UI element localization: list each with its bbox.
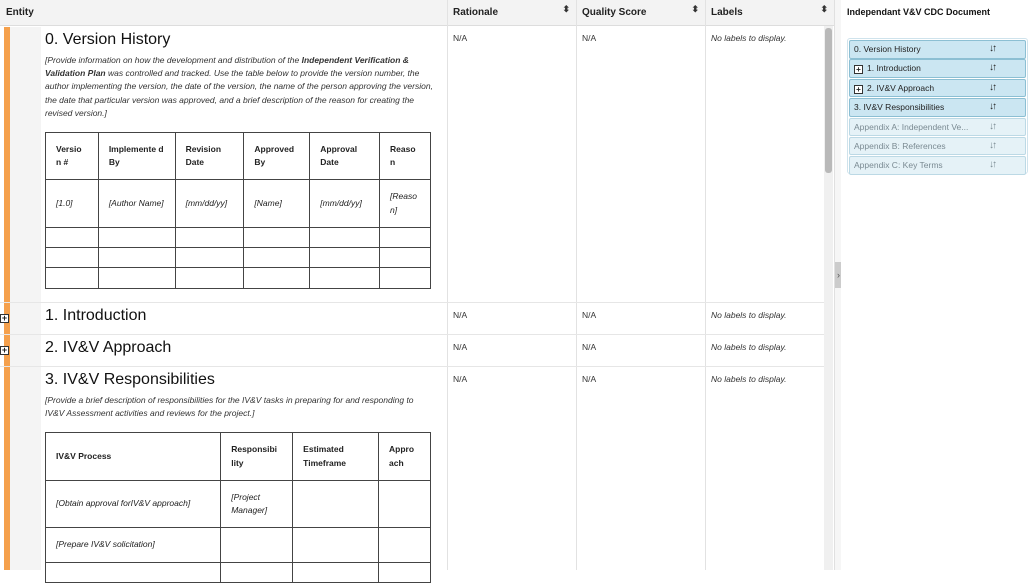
column-header-rationale[interactable] [447, 0, 576, 26]
outline-item-label: Appendix A: Independent Ve... [854, 121, 969, 132]
outline-item[interactable] [849, 40, 1026, 59]
column-header-entity[interactable] [0, 0, 447, 26]
version-table [45, 132, 431, 289]
table-cell [221, 528, 293, 563]
desc-part: was controlled and tracked. Use the table below to provide the version number, the author implementing the version, the date of the version, the name of the person approving the version, the date that particular version was approved, and a brief description of the reason for creating the revised version.] [45, 68, 433, 118]
sort-icon[interactable]: ⬍ [562, 4, 570, 14]
outline-item[interactable] [849, 59, 1026, 78]
table-row [46, 481, 431, 528]
labels-value: No labels to display. [711, 374, 787, 384]
reorder-icon[interactable]: ↓↑ [989, 43, 995, 54]
outline-item-label: Appendix C: Key Terms [854, 160, 943, 171]
outline-item-label: 0. Version History [854, 44, 921, 54]
table-header-cell: Implemente d By [98, 133, 175, 180]
expand-icon[interactable]: + [1, 313, 8, 323]
expand-icon[interactable]: + [854, 65, 863, 74]
entity-row-version-history[interactable] [0, 27, 824, 303]
column-header-rationale-label: Rationale [453, 7, 499, 18]
row-description: [Provide a brief description of responsibilities for the IV&V tasks in preparing for and responding to IV&V Assessment activities and reviews for the project.] [45, 395, 414, 419]
table-cell: [Prepare IV&V solicitation] [46, 528, 221, 563]
table-header-cell: Responsibi lity [221, 433, 293, 481]
quality-score-value: N/A [582, 342, 597, 352]
table-row [46, 563, 431, 583]
table-cell: [Obtain approval forIV&V approach] [46, 481, 221, 528]
outline-item-label: 3. IV&V Responsibilities [854, 102, 945, 113]
collapse-panel-icon[interactable]: › [835, 262, 842, 288]
entity-row-introduction[interactable] [0, 303, 824, 335]
labels-value: No labels to display. [711, 310, 787, 320]
table-row [46, 228, 431, 248]
column-header-labels[interactable] [705, 0, 834, 26]
outline-item-label: 1. Introduction [867, 63, 921, 74]
table-header-cell: IV&V Process [46, 433, 221, 481]
table-header-cell: Approval Date [310, 133, 380, 180]
desc-part-bold: Independent Verification & Validation Plan [45, 55, 409, 79]
sort-icon[interactable]: ⬍ [820, 4, 828, 14]
reorder-icon[interactable]: ↓↑ [989, 81, 995, 93]
sort-icon[interactable]: ⬍ [691, 4, 699, 14]
table-cell: [Name] [244, 180, 310, 228]
table-row [46, 268, 431, 289]
table-row [46, 180, 431, 228]
outline-title: Independant V&V CDC Document [847, 7, 991, 17]
table-cell: [1.0] [46, 180, 99, 228]
outline-item[interactable] [849, 98, 1026, 117]
outline-item-label: 2. IV&V Approach [867, 82, 935, 93]
outline-item[interactable] [849, 137, 1026, 156]
table-cell: [Author Name] [98, 180, 175, 228]
reorder-icon[interactable]: ↓↑ [989, 139, 995, 151]
rationale-value: N/A [453, 342, 468, 352]
reorder-icon[interactable]: ↓↑ [989, 159, 995, 171]
scrollbar-thumb[interactable] [825, 28, 832, 173]
rationale-value: N/A [453, 310, 468, 320]
row-gutter [10, 303, 41, 334]
table-header-cell: Appro ach [379, 433, 431, 481]
row-title: 3. IV&V Responsibilities [45, 371, 215, 388]
outline-list [847, 38, 1028, 174]
expand-icon[interactable]: + [854, 85, 863, 94]
desc-part: [Provide information on how the development and distribution of the [45, 55, 302, 65]
table-cell [379, 481, 431, 528]
table-cell [293, 528, 379, 563]
reorder-icon[interactable]: ↓↑ [989, 62, 995, 74]
row-gutter [10, 335, 41, 366]
panel-splitter[interactable] [834, 0, 841, 570]
row-gutter [10, 27, 41, 302]
table-cell: [Reaso n] [380, 180, 431, 228]
labels-value: No labels to display. [711, 342, 787, 352]
row-description [45, 54, 435, 120]
table-row [46, 248, 431, 268]
rationale-value: N/A [453, 374, 468, 384]
table-cell: [mm/dd/yy] [175, 180, 244, 228]
grid-scrollbar[interactable] [824, 26, 833, 570]
table-header-cell: Versio n # [46, 133, 99, 180]
row-title: 0. Version History [45, 31, 171, 48]
table-cell: [Project Manager] [221, 481, 293, 528]
table-header-cell: Revision Date [175, 133, 244, 180]
reorder-icon[interactable]: ↓↑ [989, 101, 995, 113]
quality-score-value: N/A [582, 310, 597, 320]
table-row [46, 528, 431, 563]
column-header-quality-score[interactable] [576, 0, 705, 26]
entity-row-ivv-approach[interactable] [0, 335, 824, 367]
document-outline-panel [841, 0, 1032, 570]
quality-score-value: N/A [582, 33, 597, 43]
table-header-row [46, 433, 431, 481]
outline-item[interactable] [849, 118, 1026, 137]
responsibilities-table [45, 432, 431, 583]
table-cell [379, 528, 431, 563]
row-gutter [10, 367, 41, 570]
column-header-quality-label: Quality Score [582, 7, 647, 18]
column-header-labels-label: Labels [711, 7, 743, 18]
entity-row-ivv-responsibilities[interactable] [0, 367, 824, 570]
labels-value: No labels to display. [711, 33, 787, 43]
table-header-row [46, 133, 431, 180]
reorder-icon[interactable]: ↓↑ [989, 120, 995, 132]
table-cell: [mm/dd/yy] [310, 180, 380, 228]
column-header-entity-label: Entity [6, 7, 34, 18]
table-header-cell: Approved By [244, 133, 310, 180]
outline-item[interactable] [849, 79, 1026, 98]
quality-score-value: N/A [582, 374, 597, 384]
rationale-value: N/A [453, 33, 468, 43]
row-title: 2. IV&V Approach [45, 339, 172, 356]
table-cell [293, 481, 379, 528]
table-header-cell: Estimated Timeframe [293, 433, 379, 481]
outline-item[interactable] [849, 156, 1026, 175]
outline-item-label: Appendix B: References [854, 140, 946, 151]
expand-icon[interactable]: + [1, 345, 8, 355]
table-header-cell: Reaso n [380, 133, 431, 180]
row-title: 1. Introduction [45, 307, 147, 324]
